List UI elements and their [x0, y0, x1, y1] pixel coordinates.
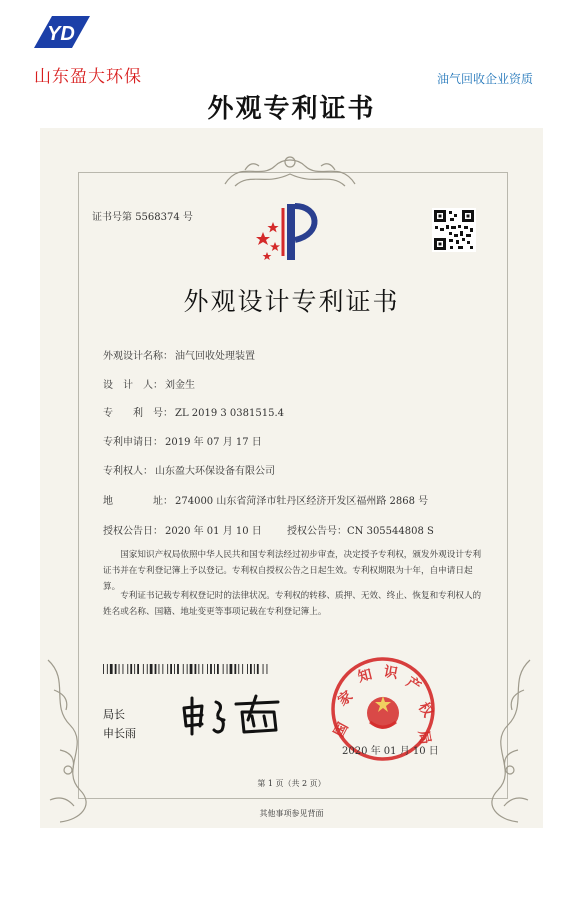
field-value: 刘金生 [165, 380, 195, 391]
qr-code [432, 208, 476, 252]
seal-date: 2020 年 01 月 10 日 [342, 746, 439, 757]
field-label: 专利权人 [103, 466, 143, 477]
field-grant-date: 授权公告日： 2020 年 01 月 10 日 [103, 522, 262, 537]
field-label: 授权公告号 [287, 526, 337, 537]
page-number: 第 1 页（共 2 页） [257, 779, 326, 788]
director-signature [178, 690, 288, 738]
svg-text:国: 国 [331, 720, 352, 741]
field-value: 油气回收处理装置 [175, 351, 255, 362]
field-label: 设 计 人 [103, 380, 153, 391]
field-patentee: 专利权人： 山东盈大环保设备有限公司 [103, 462, 275, 477]
page-heading: 外观专利证书 [207, 94, 376, 124]
field-label: 外观设计名称 [103, 351, 163, 362]
certificate-number-suffix: 号 [182, 212, 193, 223]
svg-text:局: 局 [414, 729, 434, 746]
field-value: 山东盈大环保设备有限公司 [155, 466, 275, 477]
legal-notice: 专利证书记载专利权登记时的法律状况。专利权的转移、质押、无效、终止、恢复和专利权人的姓名或名称、国籍、地址变更等事项记载在专利登记簿上。 [103, 591, 482, 617]
field-label: 专 利 号 [103, 408, 163, 419]
field-announcement-number: 授权公告号：CN 305544808 S [287, 526, 434, 537]
field-design-name: 外观设计名称： 油气回收处理装置 [103, 347, 255, 362]
grant-statement: 国家知识产权局依照中华人民共和国专利法经过初步审查，决定授予专利权，颁发外观设计专利证书并在专利登记簿上予以登记。专利权自授权公告之日起生效。专利权期限为十年，自申请日起算。 [103, 550, 482, 592]
svg-text:识: 识 [382, 663, 399, 683]
barcode [103, 664, 269, 674]
svg-text:产: 产 [402, 674, 424, 696]
field-value: 274000 山东省菏泽市牡丹区经济开发区福州路 2868 号 [175, 496, 429, 507]
bottom-right-ornament [478, 650, 538, 830]
field-label: 专利申请日 [103, 437, 153, 448]
svg-text:知: 知 [356, 666, 374, 686]
field-patent-number: 专 利 号： ZL 2019 3 0381515.4 [103, 404, 284, 419]
director-name: 申长雨 [103, 727, 136, 740]
certificate-number [92, 208, 193, 223]
certificate-number-label: 证书号第 [92, 212, 132, 223]
field-application-date: 专利申请日： 2019 年 07 月 17 日 [103, 433, 262, 448]
field-label: 地 址 [103, 496, 163, 507]
field-designer: 设 计 人： 刘金生 [103, 376, 195, 391]
field-value: ZL 2019 3 0381515.4 [175, 408, 285, 419]
director-block [103, 705, 136, 743]
certificate-title: 外观设计专利证书 [183, 287, 400, 316]
footer-note: 其他事项参见背面 [259, 809, 324, 818]
field-value: 2020 年 01 月 10 日 [165, 526, 262, 537]
certificate-frame [78, 172, 508, 799]
svg-text:家: 家 [335, 688, 356, 710]
field-value: 2019 年 07 月 17 日 [165, 437, 262, 448]
svg-text:YD: YD [47, 23, 75, 45]
svg-text:权: 权 [414, 699, 436, 721]
company-name: 山东盈大环保 [34, 67, 142, 87]
director-title: 局长 [103, 708, 125, 721]
qualification-label: 油气回收企业资质 [437, 72, 534, 86]
top-ornament [215, 150, 365, 192]
field-value: CN 305544808 S [347, 526, 434, 537]
company-logo [30, 14, 92, 50]
bottom-left-ornament [40, 650, 100, 830]
certificate-number-value: 5568374 [135, 212, 180, 223]
cnipa-emblem [253, 200, 325, 262]
field-label: 授权公告日 [103, 526, 153, 537]
field-address: 地 址： 274000 山东省菏泽市牡丹区经济开发区福州路 2868 号 [103, 492, 428, 507]
